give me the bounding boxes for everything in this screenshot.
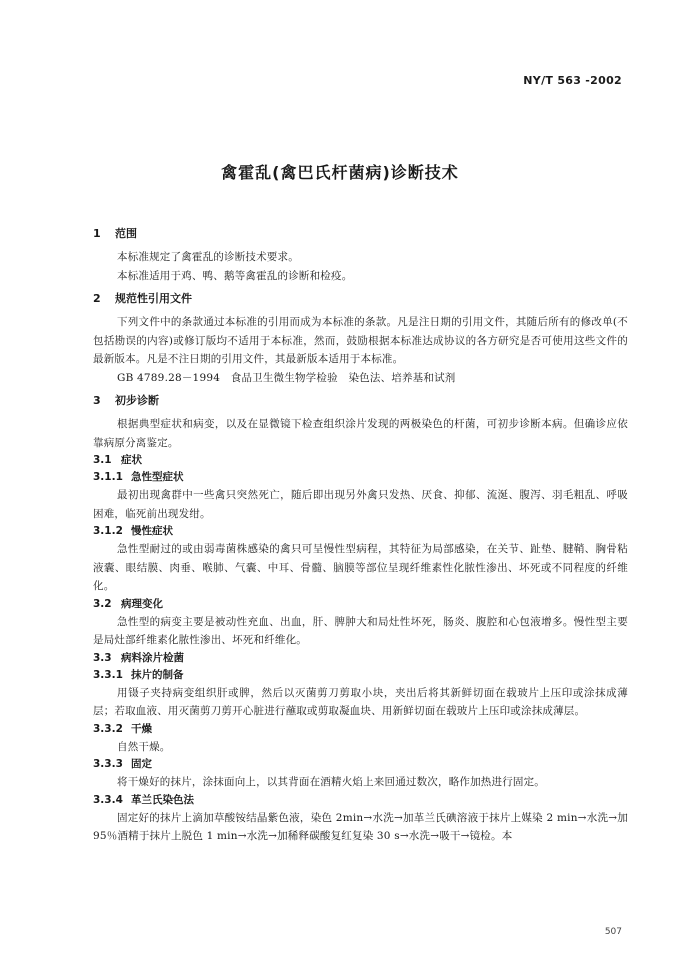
subsection-heading <box>93 523 628 540</box>
subsection-number: 3.3.4 <box>93 793 123 806</box>
document-body <box>93 226 628 846</box>
subsection-title: 固定 <box>131 758 152 770</box>
subsection-heading <box>93 756 628 773</box>
subsection-number: 3.1.1 <box>93 471 123 483</box>
paragraph: 本标准规定了禽霍乱的诊断技术要求。 <box>117 251 299 263</box>
section-title: 范围 <box>115 227 137 240</box>
page-number: 507 <box>604 927 622 937</box>
subsection-number: 3.3.2 <box>93 722 123 735</box>
reference-item: GB 4789.28－1994 食品卫生微生物学检验 染色法、培养基和试剂 <box>117 371 456 384</box>
paragraph: 自然干燥。 <box>117 740 171 753</box>
subsection-title: 慢性症状 <box>131 525 173 537</box>
subsection-title: 症状 <box>121 454 142 466</box>
section-heading-scope <box>93 226 628 242</box>
subsection-title: 革兰氏染色法 <box>131 793 194 806</box>
subsection-heading <box>93 650 628 667</box>
section-title: 规范性引用文件 <box>115 292 192 305</box>
subsection-heading <box>93 721 628 738</box>
section-heading-references <box>93 291 628 307</box>
document-code: NY/T 563 -2002 <box>523 74 622 87</box>
subsection-title: 抹片的制备 <box>131 668 184 681</box>
paragraph: 本标准适用于鸡、鸭、鹅等禽霍乱的诊断和检疫。 <box>117 269 353 282</box>
section-number: 1 <box>93 227 101 240</box>
subsection-title: 病理变化 <box>121 597 163 610</box>
section-number: 2 <box>93 292 101 305</box>
paragraph: 用镊子夹持病变组织肝或脾，然后以灭菌剪刀剪取小块，夹出后将其新鲜切面在载玻片上压印或涂抹成薄层；若取血液、用灭菌剪刀剪开心脏进行蘸取或剪取凝血块、用新鲜切面在载玻片上压印或涂抹成薄层。 <box>93 686 628 717</box>
paragraph: 固定好的抹片上滴加草酸铵结晶紫色液，染色 2min→水洗→加革兰氏碘溶液于抹片上媒染 2 min→水洗→加95％酒精于抹片上脱色 1 min→水洗→加稀释碳酸复红复染 30 s→水洗→吸干→镜检。本 <box>93 811 628 842</box>
subsection-heading <box>93 469 628 486</box>
section-title: 初步诊断 <box>115 394 159 407</box>
subsection-number: 3.3 <box>93 651 112 664</box>
paragraph: 急性型的病变主要是被动性充血、出血，肝、脾肿大和局灶性坏死，肠炎、腹腔和心包液增多。慢性型主要是局灶部纤维素化脓性渗出、坏死和纤维化。 <box>93 615 628 646</box>
paragraph: 将干燥好的抹片，涂抹面向上，以其背面在酒精火焰上来回通过数次，略作加热进行固定。 <box>117 776 545 788</box>
paragraph: 根据典型症状和病变，以及在显微镜下检查组织涂片发现的两极染色的杆菌，可初步诊断本病。但确诊应依靠病原分离鉴定。 <box>93 418 628 449</box>
subsection-heading <box>93 452 628 469</box>
subsection-title: 干燥 <box>131 722 152 735</box>
paragraph: 下列文件中的条款通过本标准的引用而成为本标准的条款。凡是注日期的引用文件，其随后所有的修改单(不包括勘误的内容)或修订版均不适用于本标准，然而，鼓励根据本标准达成协议的各方研究是否可使用这些文件的最新版本。凡是不注日期的引用文件，其最新版本适用于本标准。 <box>93 316 628 365</box>
paragraph: 最初出现禽群中一些禽只突然死亡，随后即出现另外禽只发热、厌食、抑郁、流涎、腹泻、羽毛粗乱、呼吸困难，临死前出现发绀。 <box>93 489 628 520</box>
section-number: 3 <box>93 394 101 407</box>
subsection-heading <box>93 596 628 613</box>
subsection-title: 急性型症状 <box>131 471 184 483</box>
document-title: 禽霍乱(禽巴氏杆菌病)诊断技术 <box>221 163 459 182</box>
subsection-number: 3.3.3 <box>93 758 123 770</box>
subsection-number: 3.1.2 <box>93 525 123 537</box>
section-heading-preliminary-diagnosis <box>93 393 628 409</box>
subsection-heading <box>93 667 628 684</box>
paragraph: 急性型耐过的或由弱毒菌株感染的禽只可呈慢性型病程，其特征为局部感染，在关节、趾垫、腱鞘、胸骨粘液囊、眼结膜、肉垂、喉肺、气囊、中耳、骨髓、脑膜等部位呈现纤维素性化脓性渗出、坏死或不同程度的纤维化。 <box>93 543 628 592</box>
subsection-title: 病料涂片检菌 <box>121 651 184 664</box>
subsection-number: 3.2 <box>93 597 112 610</box>
subsection-number: 3.1 <box>93 454 112 466</box>
subsection-number: 3.3.1 <box>93 668 123 681</box>
subsection-heading <box>93 792 628 809</box>
